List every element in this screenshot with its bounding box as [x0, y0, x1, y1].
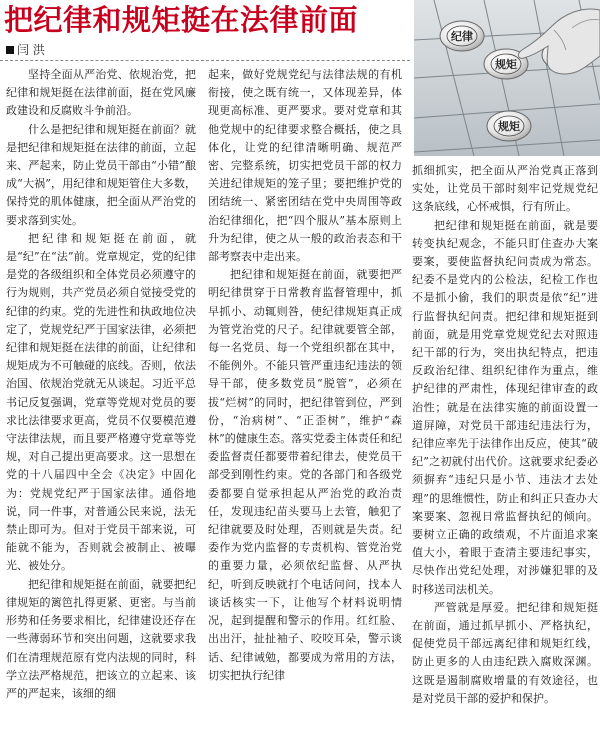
- paragraph: 抓细抓实，把全面从严治党真正落到实处，让党员干部时刻牢记党规党纪这条底线，心怀戒惧，行有所止。: [412, 164, 598, 214]
- svg-text:规矩: 规矩: [498, 120, 520, 133]
- svg-text:纪律: 纪律: [451, 30, 473, 43]
- chess-piece: [487, 111, 531, 141]
- chess-piece: [440, 21, 484, 51]
- paragraph: 把纪律和规矩挺在前面，就是“纪”在“法”前。党章规定，党的纪律是党的各级组织和全体党员必须遵守的行为规则，共产党员必须自觉接受党的纪律的约束。党的先进性和执政地位决定了，党规党纪严于国家法律，必须把纪律和规矩挺在法律的前面，让纪律和规矩成为不可触碰的底线。否则，依法治国、依规治党就无从谈起。习近平总书记反复强调，党章等党规对党员的要求比法律要求更高，党员不仅要模范遵守法律法规，而且要严格遵守党章等党规，对自己提出更高要求。这一思想在党的十八届四中全会《决定》中固化为：党规党纪严于国家法律。通俗地说，同一件事，对普通公民来说，法无禁止即可为。但对于党员干部来说，可能就不能为，否则就会被制止、被曝光、被处分。: [6, 231, 196, 573]
- paragraph: 把纪律和规矩挺在前面，就要把纪律规矩的篱笆扎得更紧、更密。与当前形势和任务要求相比，纪律建设还存在一些薄弱环节和突出问题，这就要求我们在清理规范原有党内法规的同时，科学立法严格规范，把该立的立起来、该严的严起来，该细的细: [6, 577, 196, 700]
- paragraph: 坚持全面从严治党、依规治党，把纪律和规矩挺在法律前面，挺在党风廉政建设和反腐败斗争前沿。: [6, 68, 196, 118]
- square-bullet-icon: [6, 46, 14, 54]
- text-column-1: [6, 66, 196, 740]
- text-column-3: [412, 162, 598, 742]
- paragraph: 严管就是厚爱。把纪律和规矩挺在前面，通过抓早抓小、严格执纪，促使党员干部远离纪律和规矩红线，防止更多的人由违纪跌入腐败深渊。这既是遏制腐败增量的有效途径，也是对党员干部的爱护和保护。: [412, 600, 598, 705]
- svg-text:规矩: 规矩: [495, 58, 517, 71]
- paragraph: 把纪律和规矩挺在前面，就是要转变执纪观念，不能只盯住查办大案要案，要使监督执纪问责成为常态。纪委不是党内的公检法，纪检工作也不是抓小偷，我们的职责是依“纪”进行监督执纪问责。把纪律和规矩挺到前面，就是用党章党规党纪去对照违纪干部的行为，突出执纪特点，把违反政治纪律、组织纪律作为重点，维护纪律的严肃性，体现纪律审查的政治性；就是在法律实施的前面设置一道屏障，对党员干部违纪违法行为，纪律应率先于法律作出反应，使其“破纪”之初就付出代价。这就要求纪委必须摒弃“违纪只是小节、违法才去处理”的思维惯性，防止和纠正只查办大案要案、忽视日常监督执纪的倾向。要树立正确的政绩观，不片面追求案值大小，着眼于查清主要违纪事实，尽快作出党纪处理，对涉嫌犯罪的及时移送司法机关。: [412, 218, 598, 596]
- paragraph: 把纪律和规矩挺在前面，就要把严明纪律贯穿于日常教育监督管理中，抓早抓小、动辄则咎，使纪律规矩真正成为管党治党的尺子。纪律就要管全部，每一名党员、每一个党组织都在其中，不能例外。不能只管严重违纪违法的领导干部，使多数党员“脱管”，必须在拔“烂树”的同时，把纪律管到位，严到份，“治病树”、“正歪树”，维护“森林”的健康生态。落实党委主体责任和纪委监督责任都要带着纪律去，使党员干部受到刚性约束。党的各部门和各级党委都要自觉承担起从严治党的政治责任，发现违纪苗头要马上去管，触犯了纪律就要及时处理，否则就是失责。纪委作为党内监督的专责机构、管党治党的重要力量，必须依纪监督、从严执纪，听到反映就打个电话问问，找本人谈话核实一下，让他写个材料说明情况，起到提醒和警示的作用。红红脸、出出汗，扯扯袖子、咬咬耳朵，警示谈话、纪律诫勉，都要成为常用的方法，切实把执行纪律: [208, 268, 402, 682]
- chess-illustration: [414, 0, 600, 156]
- paragraph: 什么是把纪律和规矩挺在前面？就是把纪律和规矩挺在法律的前面，立起来、严起来，防止党员干部由“小错”酿成“大祸”，用纪律和规矩管住大多数，保持党的肌体健康，把全面从严治党的要求落到实处。: [6, 122, 196, 227]
- text-column-2: [208, 66, 402, 740]
- title-divider: [0, 60, 410, 61]
- byline: [6, 43, 45, 57]
- article-title: 把纪律和规矩挺在法律前面: [4, 3, 359, 37]
- paragraph: 起来，做好党规党纪与法律法规的有机衔接，使之既有统一，又体现差异，体现更高标准、更严要求。要对党章和其他党规中的纪律要求整合概括，使之具体化，让党的纪律清晰明确、规范严密、完整系统，切实把党员干部的权力关进纪律规矩的笼子里；要把维护党的团结统一、紧密团结在党中央周围等政治纪律细化，把“四个服从”基本原则上升为纪律，使之从一般的政治表态和干部考察表中走出来。: [208, 68, 402, 264]
- author-name: 闫 洪: [17, 43, 45, 57]
